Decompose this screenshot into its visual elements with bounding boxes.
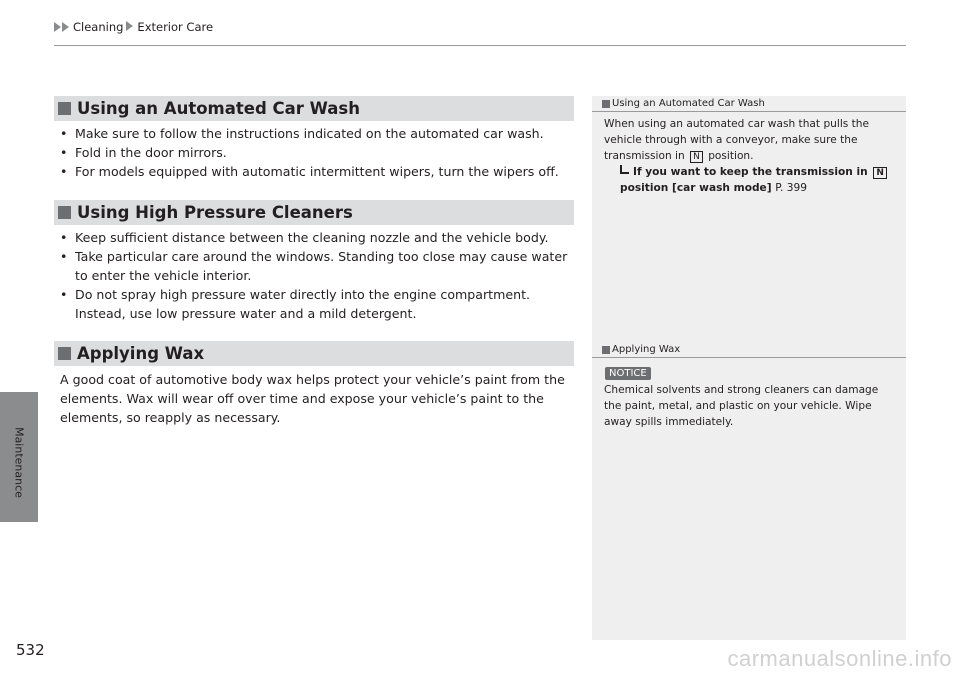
breadcrumb-item-cleaning[interactable]: Cleaning <box>73 20 124 34</box>
cross-reference-icon <box>620 165 629 174</box>
breadcrumb-arrow-icon <box>126 20 134 34</box>
breadcrumb-item-exterior-care[interactable]: Exterior Care <box>137 20 214 34</box>
header-divider <box>54 45 906 46</box>
gear-n-key: N <box>873 167 887 179</box>
cross-reference-link[interactable]: If you want to keep the transmission in N position [car wash mode] P. 399 <box>604 164 896 196</box>
list-item: • Fold in the door mirrors. <box>60 143 576 162</box>
gear-n-key: N <box>690 151 703 163</box>
list-item: • Make sure to follow the instructions indicated on the automated car wash. <box>60 124 576 143</box>
notice-badge: NOTICE <box>605 367 651 380</box>
section-heading-applying-wax: Applying Wax <box>54 341 574 366</box>
note-reference-icon <box>602 100 610 108</box>
section-heading-automated-car-wash: Using an Automated Car Wash <box>54 96 574 121</box>
note-body-automated-car-wash: When using an automated car wash that pulls the vehicle through with a conveyor, make sure the transmission in N position. If you want to keep the transmission in N position [car wash mode] P. 399 <box>604 116 896 196</box>
breadcrumb-arrow-icon <box>54 22 70 32</box>
applying-wax-paragraph: A good coat of automotive body wax helps protect your vehicle’s paint from the elements. Wax will wear off over time and expose your vehicle’s paint to the elements, so reapply as necessary. <box>60 372 565 425</box>
automated-car-wash-list <box>60 124 576 181</box>
chapter-tab-label: Maintenance <box>12 427 26 498</box>
square-bullet-icon <box>58 347 71 360</box>
list-item: • Do not spray high pressure water directly into the engine compartment. Instead, use low pressure water and a mild detergent. <box>60 285 576 323</box>
square-bullet-icon <box>58 102 71 115</box>
note-body-applying-wax: Chemical solvents and strong cleaners can damage the paint, metal, and plastic on your vehicle. Wipe away spills immediately. <box>604 384 879 428</box>
section-heading-high-pressure-cleaners: Using High Pressure Cleaners <box>54 200 574 225</box>
high-pressure-cleaners-list <box>60 228 576 323</box>
square-bullet-icon <box>58 206 71 219</box>
list-item: • Take particular care around the windows. Standing too close may cause water to enter the vehicle interior. <box>60 247 576 285</box>
page-number: 532 <box>16 641 45 659</box>
note-reference-icon <box>602 346 610 354</box>
note-heading-automated-car-wash: Using an Automated Car Wash <box>592 96 906 112</box>
list-item: • For models equipped with automatic intermittent wipers, turn the wipers off. <box>60 162 576 181</box>
note-heading-applying-wax: Applying Wax <box>592 342 906 358</box>
breadcrumb <box>54 20 213 34</box>
list-item: • Keep sufficient distance between the cleaning nozzle and the vehicle body. <box>60 228 576 247</box>
cross-reference-page: P. 399 <box>775 182 807 194</box>
watermark: carmanualsonline.info <box>727 646 952 671</box>
